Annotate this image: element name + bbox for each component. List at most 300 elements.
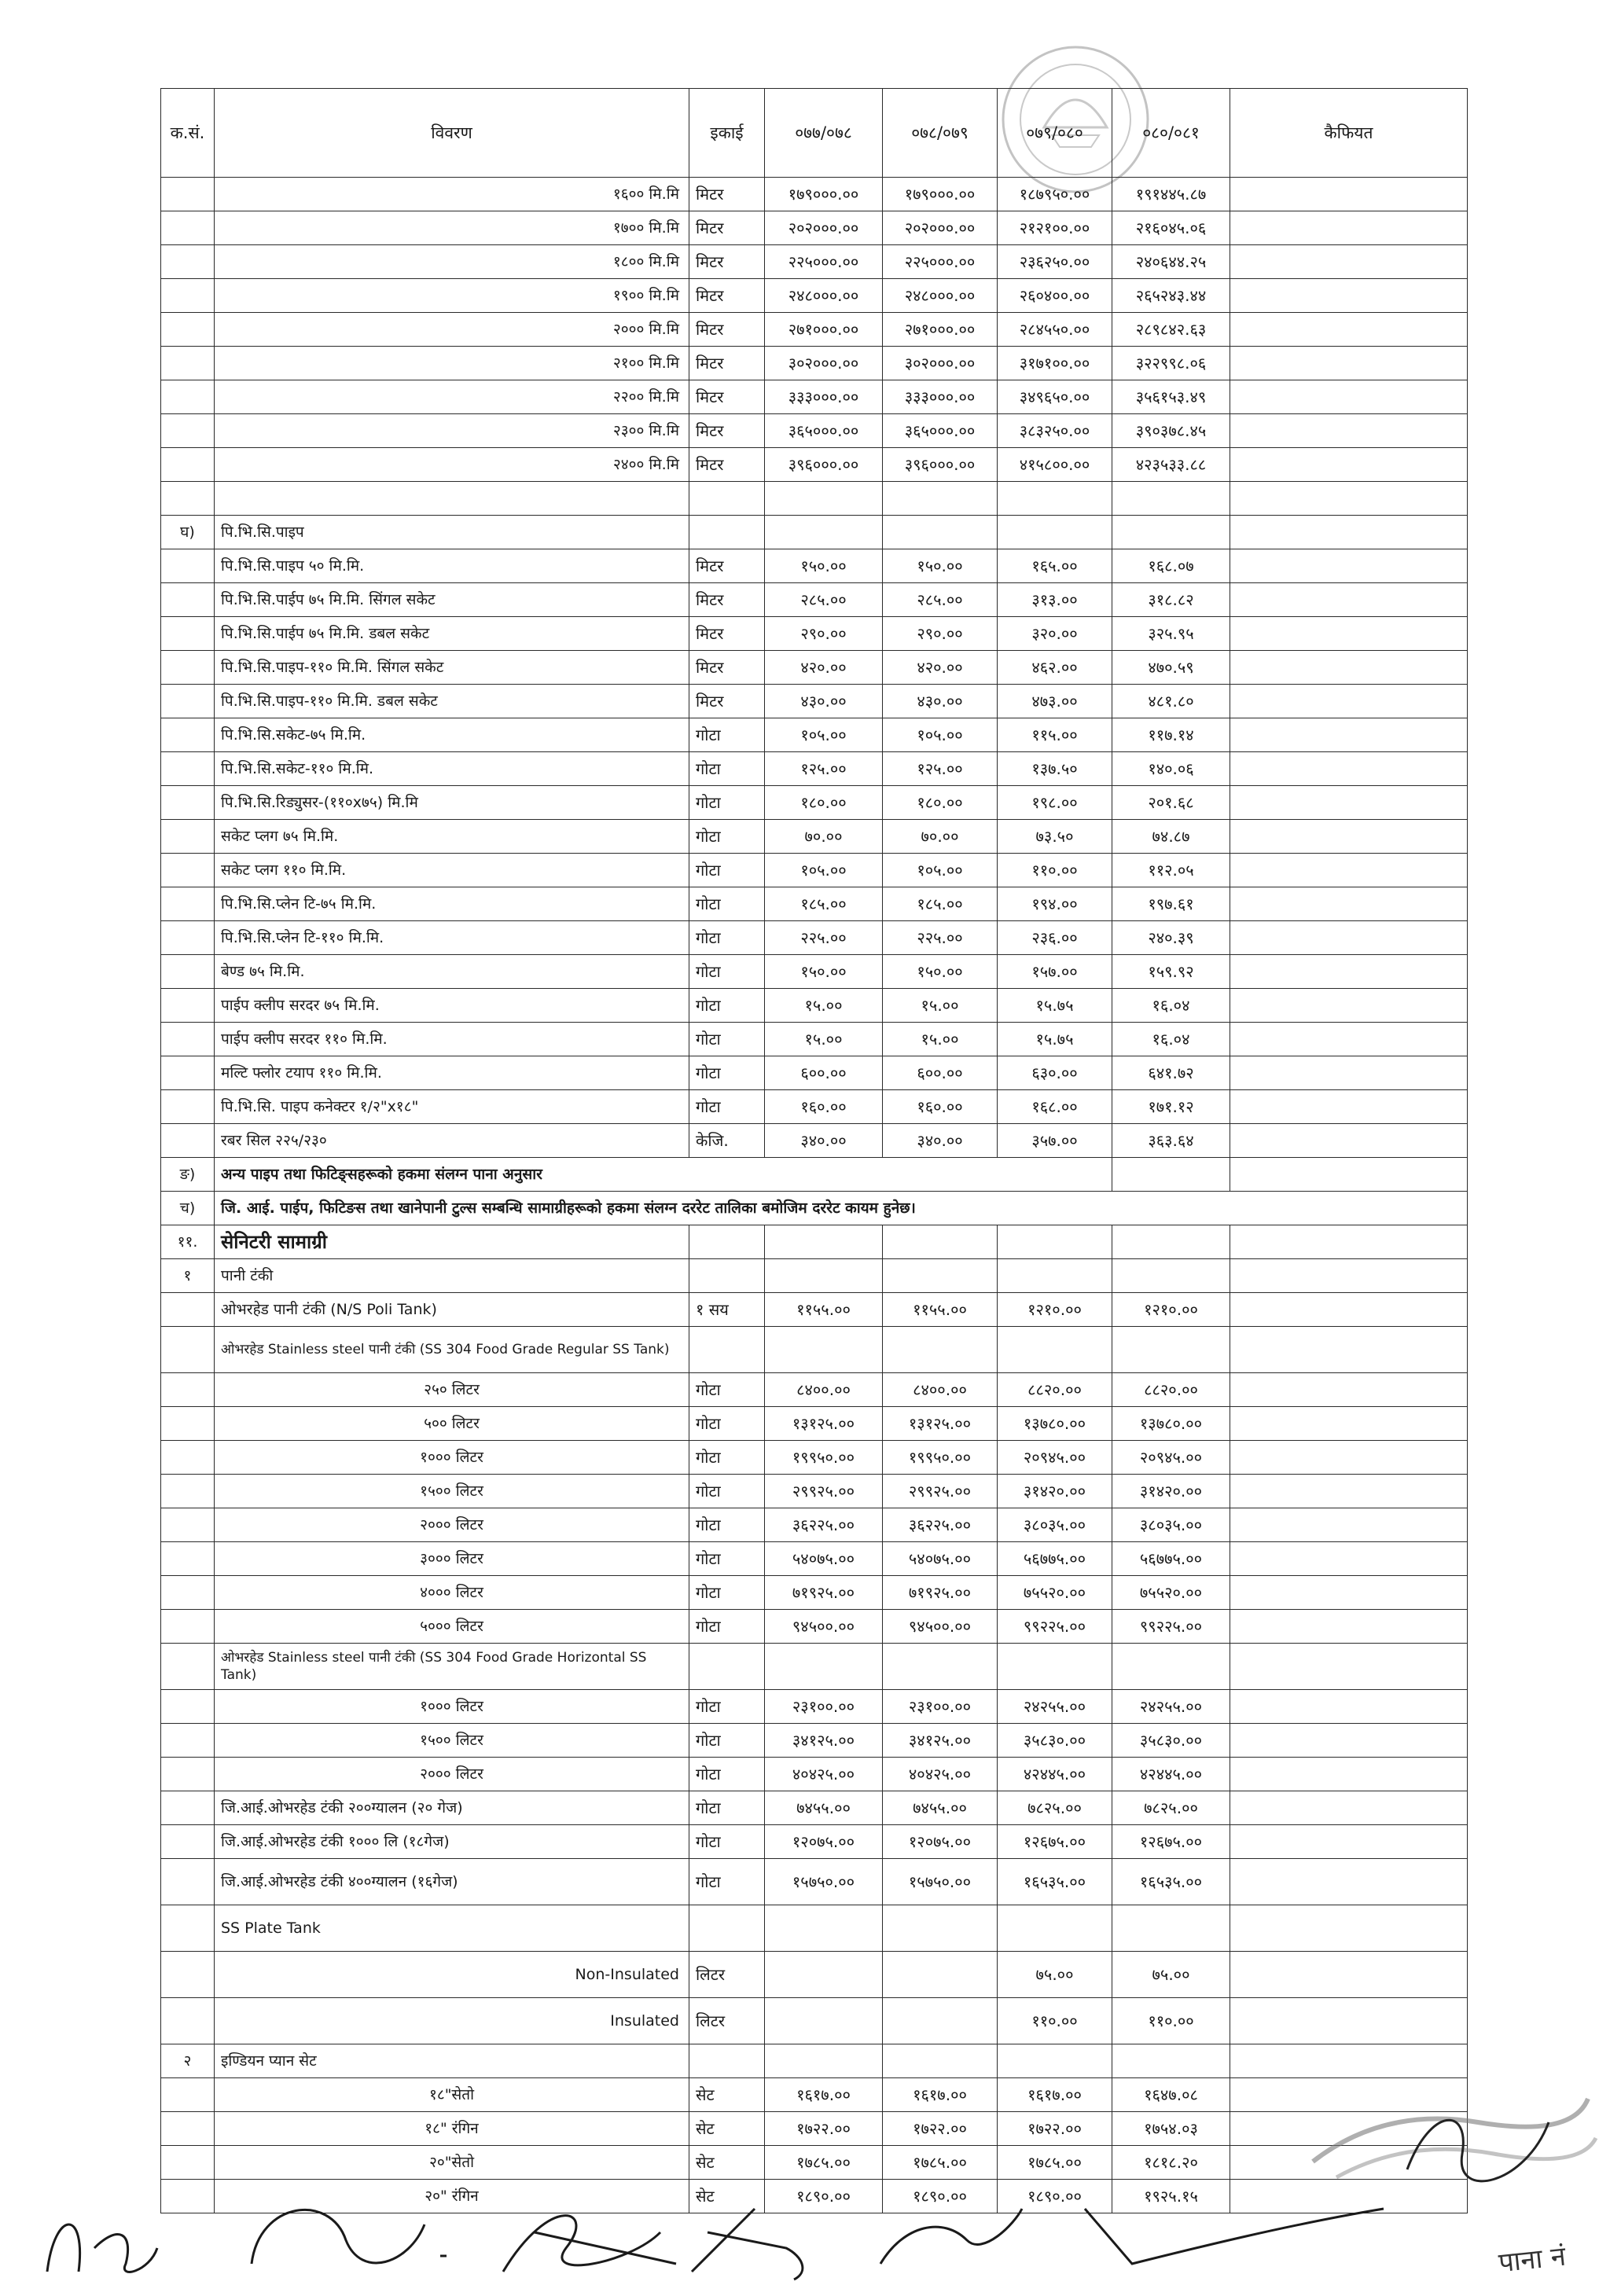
table-row: [161, 1475, 1468, 1508]
cell-description: ओभरहेड Stainless steel पानी टंकी (SS 304 Food Grade Regular SS Tank): [215, 1327, 689, 1373]
cell-unit: गोटा: [689, 1791, 765, 1825]
cell-value-fy-079-080: [998, 516, 1112, 549]
cell-description: २५० लिटर: [215, 1373, 689, 1407]
cell-description: १००० लिटर: [215, 1441, 689, 1475]
cell-value-fy-078-079: ११५५.००: [883, 1293, 998, 1327]
cell-sn: [161, 955, 215, 989]
table-row: [161, 718, 1468, 752]
cell-value-fy-078-079: २९०.००: [883, 617, 998, 651]
cell-value-fy-079-080: २३६.००: [998, 921, 1112, 955]
cell-value-fy-080-081: ३५६१५३.४९: [1112, 380, 1230, 414]
cell-value-fy-079-080: ३१४२०.००: [998, 1475, 1112, 1508]
cell-description: २२०० मि.मि: [215, 380, 689, 414]
cell-unit: गोटा: [689, 718, 765, 752]
cell-value-fy-079-080: १८७९५०.००: [998, 178, 1112, 211]
cell-value-fy-078-079: १५.००: [883, 989, 998, 1023]
col-header-unit: इकाई: [689, 89, 765, 178]
cell-value-fy-077-078: १५०.००: [765, 549, 883, 583]
cell-value-fy-079-080: ३५७.००: [998, 1124, 1112, 1158]
cell-value-fy-078-079: ३४१२५.००: [883, 1724, 998, 1758]
cell-unit: गोटा: [689, 1576, 765, 1610]
cell-remarks: [1230, 211, 1468, 245]
cell-value-fy-080-081: ४७०.५९: [1112, 651, 1230, 685]
cell-value-fy-079-080: ११०.००: [998, 1998, 1112, 2044]
cell-sn: [161, 482, 215, 516]
cell-value-fy-079-080: ७५५२०.००: [998, 1576, 1112, 1610]
table-row: [161, 1825, 1468, 1859]
cell-sn: [161, 1327, 215, 1373]
cell-value-fy-078-079: [883, 2044, 998, 2078]
cell-description: १५०० लिटर: [215, 1724, 689, 1758]
cell-description: पि.भि.सि.सकेट-११० मि.मि.: [215, 752, 689, 786]
cell-value-fy-080-081: १५९.९२: [1112, 955, 1230, 989]
cell-value-fy-080-081: १८१८.२०: [1112, 2146, 1230, 2180]
cell-description: पि.भि.सि.प्लेन टि-७५ मि.मि.: [215, 887, 689, 921]
cell-description: मल्टि फ्लोर टयाप ११० मि.मि.: [215, 1056, 689, 1090]
cell-remarks: [1230, 1610, 1468, 1644]
cell-remarks: [1230, 854, 1468, 887]
cell-value-fy-077-078: [765, 516, 883, 549]
cell-value-fy-079-080: २४२५५.००: [998, 1690, 1112, 1724]
cell-value-fy-079-080: ३१३.००: [998, 583, 1112, 617]
cell-value-fy-079-080: [998, 2044, 1112, 2078]
cell-unit: गोटा: [689, 1407, 765, 1441]
cell-value-fy-080-081: ७८२५.००: [1112, 1791, 1230, 1825]
signature-4: [692, 2209, 803, 2279]
cell-description: सकेट प्लग ११० मि.मि.: [215, 854, 689, 887]
cell-value-fy-078-079: १५०.००: [883, 955, 998, 989]
cell-description: २०"सेतो: [215, 2146, 689, 2180]
cell-unit: गोटा: [689, 1542, 765, 1576]
cell-description: १७०० मि.मि: [215, 211, 689, 245]
cell-description: रबर सिल २२५/२३०: [215, 1124, 689, 1158]
cell-value-fy-079-080: २६०४००.००: [998, 279, 1112, 313]
table-row: [161, 1225, 1468, 1259]
cell-description: ३००० लिटर: [215, 1542, 689, 1576]
cell-value-fy-077-078: ३०२०००.००: [765, 347, 883, 380]
cell-sn: [161, 211, 215, 245]
cell-description: २००० लिटर: [215, 1508, 689, 1542]
table-row: [161, 178, 1468, 211]
cell-remarks: [1230, 1327, 1468, 1373]
cell-unit: गोटा: [689, 1825, 765, 1859]
cell-value-fy-079-080: १७२२.००: [998, 2112, 1112, 2146]
cell-unit: मिटर: [689, 380, 765, 414]
cell-description: पानी टंकी: [215, 1259, 689, 1293]
cell-unit: गोटा: [689, 989, 765, 1023]
cell-value-fy-079-080: १२१०.००: [998, 1293, 1112, 1327]
cell-value-fy-080-081: [1112, 1905, 1230, 1952]
cell-description: पि.भि.सि.पाइप ५० मि.मि.: [215, 549, 689, 583]
cell-value-fy-077-078: ३९६०००.००: [765, 448, 883, 482]
cell-value-fy-078-079: १२०७५.००: [883, 1825, 998, 1859]
cell-description: पाईप क्लीप सरदर ११० मि.मि.: [215, 1023, 689, 1056]
table-row: [161, 1090, 1468, 1124]
cell-unit: गोटा: [689, 1441, 765, 1475]
cell-value-fy-079-080: १७८५.००: [998, 2146, 1112, 2180]
cell-empty: [765, 1225, 883, 1259]
cell-value-fy-079-080: ३५८३०.००: [998, 1724, 1112, 1758]
cell-unit: मिटर: [689, 211, 765, 245]
cell-value-fy-077-078: [765, 1259, 883, 1293]
table-row: [161, 786, 1468, 820]
cell-value-fy-080-081: ७५.००: [1112, 1952, 1230, 1998]
cell-sn: [161, 1998, 215, 2044]
cell-value-fy-077-078: १२५.००: [765, 752, 883, 786]
cell-value-fy-079-080: ९९२२५.००: [998, 1610, 1112, 1644]
cell-unit: गोटा: [689, 786, 765, 820]
cell-value-fy-077-078: २७१०००.००: [765, 313, 883, 347]
cell-remarks: [1230, 178, 1468, 211]
cell-value-fy-080-081: ३५८३०.००: [1112, 1724, 1230, 1758]
cell-value-fy-078-079: ३९६०००.००: [883, 448, 998, 482]
cell-description: सकेट प्लग ७५ मि.मि.: [215, 820, 689, 854]
cell-description: १८०० मि.मि: [215, 245, 689, 279]
cell-remarks: [1230, 1724, 1468, 1758]
table-row: [161, 820, 1468, 854]
cell-value-fy-077-078: १७९०००.००: [765, 178, 883, 211]
cell-value-fy-077-078: २२५०००.००: [765, 245, 883, 279]
cell-sn: [161, 279, 215, 313]
cell-unit: गोटा: [689, 820, 765, 854]
signature-6: [1085, 2209, 1384, 2264]
cell-sn: [161, 617, 215, 651]
cell-unit: गोटा: [689, 1023, 765, 1056]
cell-sn: च): [161, 1192, 215, 1225]
table-row: [161, 1124, 1468, 1158]
cell-description: Insulated: [215, 1998, 689, 2044]
cell-value-fy-078-079: २८५.००: [883, 583, 998, 617]
table-row: [161, 1859, 1468, 1905]
cell-sn: [161, 1576, 215, 1610]
cell-value-fy-079-080: ४१५८००.००: [998, 448, 1112, 482]
cell-value-fy-078-079: ४३०.००: [883, 685, 998, 718]
cell-unit: सेट: [689, 2112, 765, 2146]
cell-unit: १ सय: [689, 1293, 765, 1327]
cell-sn: [161, 414, 215, 448]
cell-description: ओभरहेड Stainless steel पानी टंकी (SS 304 Food Grade Horizontal SS Tank): [215, 1644, 689, 1690]
cell-sn: [161, 887, 215, 921]
cell-description: इण्डियन प्यान सेट: [215, 2044, 689, 2078]
table-row: [161, 1610, 1468, 1644]
cell-remarks: [1230, 1407, 1468, 1441]
cell-value-fy-079-080: ४७३.००: [998, 685, 1112, 718]
cell-value-fy-080-081: १९१४४५.८७: [1112, 178, 1230, 211]
cell-value-fy-079-080: [998, 1644, 1112, 1690]
cell-value-fy-077-078: [765, 1327, 883, 1373]
cell-sn: [161, 1791, 215, 1825]
cell-sn: [161, 1090, 215, 1124]
col-header-fy-078-079: ०७८/०७९: [883, 89, 998, 178]
cell-value-fy-080-081: ३२५.९५: [1112, 617, 1230, 651]
table-row: [161, 583, 1468, 617]
table-row: [161, 380, 1468, 414]
cell-remarks: [1230, 1644, 1468, 1690]
col-header-fy-077-078: ०७७/०७८: [765, 89, 883, 178]
cell-value-fy-079-080: ३८०३५.००: [998, 1508, 1112, 1542]
cell-remarks: [1230, 482, 1468, 516]
cell-value-fy-079-080: १२६७५.००: [998, 1825, 1112, 1859]
cell-value-fy-080-081: [1112, 516, 1230, 549]
cell-description: जि.आई.ओभरहेड टंकी २००ग्यालन (२० गेज): [215, 1791, 689, 1825]
cell-unit: [689, 1905, 765, 1952]
cell-remarks: [1230, 685, 1468, 718]
table-row: [161, 347, 1468, 380]
cell-sn: ११.: [161, 1225, 215, 1259]
cell-description: ओभरहेड पानी टंकी (N/S Poli Tank): [215, 1293, 689, 1327]
table-row: [161, 854, 1468, 887]
cell-value-fy-080-081: १६.०४: [1112, 989, 1230, 1023]
cell-remarks: [1230, 1825, 1468, 1859]
cell-value-fy-080-081: १६४७.०८: [1112, 2078, 1230, 2112]
cell-remarks: [1230, 617, 1468, 651]
cell-value-fy-080-081: २४२५५.००: [1112, 1690, 1230, 1724]
cell-unit: मिटर: [689, 549, 765, 583]
cell-remarks: [1230, 279, 1468, 313]
cell-value-fy-079-080: १५.७५: [998, 989, 1112, 1023]
signature-3: [503, 2216, 676, 2272]
cell-value-fy-080-081: ५६७७५.००: [1112, 1542, 1230, 1576]
cell-value-fy-077-078: १८९०.००: [765, 2180, 883, 2213]
cell-unit: गोटा: [689, 1373, 765, 1407]
cell-value-fy-080-081: २१६०४५.०६: [1112, 211, 1230, 245]
cell-description: Non-Insulated: [215, 1952, 689, 1998]
signature-1: [47, 2224, 157, 2272]
cell-value-fy-079-080: ११५.००: [998, 718, 1112, 752]
cell-value-fy-077-078: १६१७.००: [765, 2078, 883, 2112]
cell-value-fy-080-081: ३२२९९८.०६: [1112, 347, 1230, 380]
table-row: [161, 2078, 1468, 2112]
cell-value-fy-077-078: ८४००.००: [765, 1373, 883, 1407]
cell-value-fy-078-079: [883, 1644, 998, 1690]
cell-value-fy-077-078: ४२०.००: [765, 651, 883, 685]
cell-sn: [161, 1952, 215, 1998]
cell-value-fy-078-079: [883, 1327, 998, 1373]
cell-value-fy-080-081: ४२४४५.००: [1112, 1758, 1230, 1791]
cell-value-fy-080-081: ४८१.८०: [1112, 685, 1230, 718]
cell-sn: [161, 2112, 215, 2146]
cell-remarks: [1230, 989, 1468, 1023]
cell-value-fy-080-081: [1112, 1327, 1230, 1373]
cell-value-fy-078-079: ३६२२५.००: [883, 1508, 998, 1542]
cell-sn: [161, 1508, 215, 1542]
cell-unit: मिटर: [689, 347, 765, 380]
cell-value-fy-080-081: २०९४५.००: [1112, 1441, 1230, 1475]
cell-description: जि.आई.ओभरहेड टंकी ४००ग्यालन (१६गेज): [215, 1859, 689, 1905]
cell-description: SS Plate Tank: [215, 1905, 689, 1952]
cell-unit: गोटा: [689, 1724, 765, 1758]
cell-value-fy-080-081: २६५२४३.४४: [1112, 279, 1230, 313]
cell-sn: [161, 583, 215, 617]
cell-empty: [998, 1225, 1112, 1259]
cell-remarks: [1230, 718, 1468, 752]
cell-value-fy-077-078: १०५.००: [765, 854, 883, 887]
cell-unit: सेट: [689, 2146, 765, 2180]
cell-value-fy-078-079: २२५.००: [883, 921, 998, 955]
cell-value-fy-078-079: ७४५५.००: [883, 1791, 998, 1825]
cell-description: ४००० लिटर: [215, 1576, 689, 1610]
cell-description: १९०० मि.मि: [215, 279, 689, 313]
cell-remarks: [1230, 1758, 1468, 1791]
cell-value-fy-078-079: ५४०७५.००: [883, 1542, 998, 1576]
cell-value-fy-080-081: ७४.८७: [1112, 820, 1230, 854]
cell-description: पि.भि.सि.पाईप ७५ मि.मि. सिंगल सकेट: [215, 583, 689, 617]
cell-value-fy-078-079: १७२२.००: [883, 2112, 998, 2146]
cell-value-fy-080-081: १६५३५.००: [1112, 1859, 1230, 1905]
cell-unit: केजि.: [689, 1124, 765, 1158]
cell-sn: [161, 1124, 215, 1158]
cell-description: जि.आई.ओभरहेड टंकी १००० लि (१८गेज): [215, 1825, 689, 1859]
cell-sn: [161, 1056, 215, 1090]
cell-value-fy-080-081: [1112, 2044, 1230, 2078]
cell-unit: गोटा: [689, 1758, 765, 1791]
cell-sn: [161, 1825, 215, 1859]
cell-value-fy-078-079: [883, 516, 998, 549]
cell-unit: मिटर: [689, 245, 765, 279]
cell-unit: गोटा: [689, 1610, 765, 1644]
cell-value-fy-078-079: [883, 1905, 998, 1952]
table-row: [161, 1259, 1468, 1293]
cell-sn: [161, 245, 215, 279]
cell-value-fy-078-079: २०२०००.००: [883, 211, 998, 245]
cell-value-fy-079-080: [998, 1327, 1112, 1373]
col-header-sn: क.सं.: [161, 89, 215, 178]
cell-description: पि.भि.सि.रिड्युसर-(११०x७५) मि.मि: [215, 786, 689, 820]
cell-value-fy-079-080: ८८२०.००: [998, 1373, 1112, 1407]
official-stamp-signature: [1289, 2075, 1604, 2193]
cell-remarks: [1230, 414, 1468, 448]
cell-value-fy-077-078: ४०४२५.००: [765, 1758, 883, 1791]
cell-unit: [689, 482, 765, 516]
table-row: [161, 989, 1468, 1023]
cell-value-fy-077-078: [765, 1998, 883, 2044]
cell-unit: गोटा: [689, 921, 765, 955]
cell-value-fy-077-078: ३६२२५.००: [765, 1508, 883, 1542]
cell-description: १००० लिटर: [215, 1690, 689, 1724]
cell-value-fy-077-078: २९०.००: [765, 617, 883, 651]
cell-value-fy-078-079: १२५.००: [883, 752, 998, 786]
cell-value-fy-078-079: ७०.००: [883, 820, 998, 854]
cell-value-fy-080-081: [1112, 1644, 1230, 1690]
cell-sn: [161, 1610, 215, 1644]
cell-remarks: [1230, 448, 1468, 482]
cell-unit: गोटा: [689, 854, 765, 887]
cell-remarks: [1230, 1373, 1468, 1407]
cell-remarks: [1230, 516, 1468, 549]
cell-remarks: [1230, 380, 1468, 414]
cell-unit: सेट: [689, 2078, 765, 2112]
cell-value-fy-079-080: ३८३२५०.००: [998, 414, 1112, 448]
cell-unit: [689, 1259, 765, 1293]
cell-unit: मिटर: [689, 448, 765, 482]
cell-value-fy-079-080: ११०.००: [998, 854, 1112, 887]
cell-sn: [161, 1859, 215, 1905]
table-row: [161, 1724, 1468, 1758]
cell-unit: मिटर: [689, 583, 765, 617]
cell-value-fy-077-078: [765, 1952, 883, 1998]
rate-table: [160, 88, 1468, 2213]
cell-value-fy-079-080: १५.७५: [998, 1023, 1112, 1056]
cell-sn: [161, 1758, 215, 1791]
table-row: [161, 1576, 1468, 1610]
cell-unit: मिटर: [689, 178, 765, 211]
cell-remarks: [1230, 1542, 1468, 1576]
cell-value-fy-077-078: ७४५५.००: [765, 1791, 883, 1825]
cell-value-fy-077-078: ७०.००: [765, 820, 883, 854]
cell-value-fy-079-080: १६१७.००: [998, 2078, 1112, 2112]
cell-value-fy-080-081: ७५५२०.००: [1112, 1576, 1230, 1610]
cell-value-fy-078-079: १०५.००: [883, 718, 998, 752]
cell-sn: [161, 786, 215, 820]
cell-value-fy-079-080: २८४५५०.००: [998, 313, 1112, 347]
cell-description: [215, 482, 689, 516]
table-row: [161, 1293, 1468, 1327]
cell-value-fy-077-078: ३३३०००.००: [765, 380, 883, 414]
cell-sn: [161, 685, 215, 718]
col-header-fy-079-080: ०७९/०८०: [998, 89, 1112, 178]
cell-remarks: [1230, 921, 1468, 955]
cell-unit: [689, 2044, 765, 2078]
cell-unit: लिटर: [689, 1952, 765, 1998]
cell-value-fy-078-079: [883, 1952, 998, 1998]
table-row: [161, 1542, 1468, 1576]
cell-value-fy-079-080: २१२१००.००: [998, 211, 1112, 245]
cell-value-fy-077-078: ४३०.००: [765, 685, 883, 718]
table-row: [161, 1373, 1468, 1407]
cell-remarks: [1230, 583, 1468, 617]
cell-value-fy-078-079: ४०४२५.००: [883, 1758, 998, 1791]
cell-sn: [161, 448, 215, 482]
cell-unit: लिटर: [689, 1998, 765, 2044]
cell-remarks: [1230, 245, 1468, 279]
cell-description: पि.भि.सि.पाइप: [215, 516, 689, 549]
cell-description: २०" रंगिन: [215, 2180, 689, 2213]
cell-value-fy-079-080: ७३.५०: [998, 820, 1112, 854]
cell-remarks: [1230, 1090, 1468, 1124]
cell-description: २३०० मि.मि: [215, 414, 689, 448]
table-row: [161, 1407, 1468, 1441]
cell-value-fy-078-079: १८५.००: [883, 887, 998, 921]
col-header-description: विवरण: [215, 89, 689, 178]
cell-remarks: [1230, 1859, 1468, 1905]
cell-remarks: [1230, 2044, 1468, 2078]
cell-unit: मिटर: [689, 313, 765, 347]
cell-unit: [689, 1644, 765, 1690]
cell-description: पि.भि.सि. पाइप कनेक्टर १/२"x१८": [215, 1090, 689, 1124]
cell-unit: मिटर: [689, 279, 765, 313]
table-row: [161, 448, 1468, 482]
cell-empty: [883, 1225, 998, 1259]
cell-value-fy-077-078: ३४०.००: [765, 1124, 883, 1158]
cell-value-fy-080-081: १७५४.०३: [1112, 2112, 1230, 2146]
cell-value-fy-077-078: [765, 2044, 883, 2078]
cell-unit: गोटा: [689, 1475, 765, 1508]
cell-value-fy-078-079: १५०.००: [883, 549, 998, 583]
cell-sn: [161, 651, 215, 685]
cell-value-fy-080-081: ३१४२०.००: [1112, 1475, 1230, 1508]
cell-value-fy-078-079: २४८०००.००: [883, 279, 998, 313]
cell-empty: [1230, 1158, 1468, 1192]
cell-remarks: [1230, 1690, 1468, 1724]
cell-value-fy-078-079: [883, 482, 998, 516]
cell-sn: [161, 1475, 215, 1508]
cell-value-fy-080-081: ९९२२५.००: [1112, 1610, 1230, 1644]
cell-sn: [161, 347, 215, 380]
cell-description: ५०० लिटर: [215, 1407, 689, 1441]
cell-remarks: [1230, 1023, 1468, 1056]
table-row: [161, 279, 1468, 313]
table-row: [161, 1952, 1468, 1998]
